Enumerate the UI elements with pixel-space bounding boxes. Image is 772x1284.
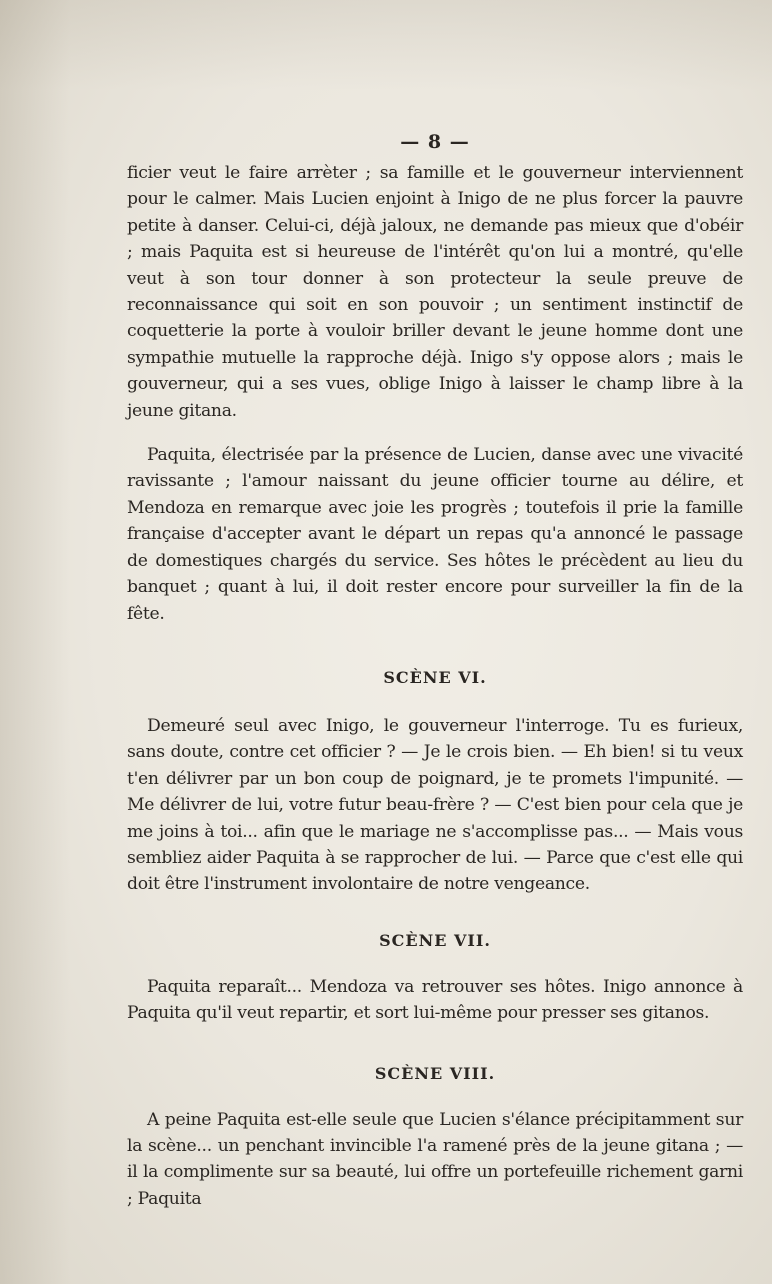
scene-8-heading: SCÈNE VIII. [374, 1063, 496, 1083]
scene-6-heading: SCÈNE VI. [383, 667, 487, 687]
scene-7-text: Paquita reparaît... Mendoza va retrouver ses hôtes. Inigo annonce à Paquita qu'il veut repartir, et sort lui-même pour presser ses gitanos. [127, 976, 743, 1024]
scene-8-text: A peine Paquita est-elle seule que Lucien s'élance précipitamment sur la scène... un penchant invincible l'a ramené près de la jeune gitana ; — il la complimente sur sa beauté, lui offre un portefeuille richement garni ; Paquita [127, 1109, 743, 1209]
page-number: — 8 — [400, 131, 470, 153]
page-shadow-top [0, 0, 772, 90]
page-text-block [127, 128, 743, 1212]
scene-7-heading: SCÈNE VII. [379, 930, 491, 950]
scene-6-text: Demeuré seul avec Inigo, le gouverneur l'interroge. Tu es furieux, sans doute, contre cet officier ? — Je le crois bien. — Eh bien! si tu veux t'en délivrer par un bon coup de poignard, je te promets l'impunité. — Me délivrer de lui, votre futur beau-frère ? — C'est bien pour cela que je me joins à toi... afin que le mariage ne s'accomplisse pas... — Mais vous sembliez aider Paquita à se rapprocher de lui. — Parce que c'est elle qui doit être l'instrument involontaire de notre vengeance. [127, 715, 743, 895]
page-shadow-left [0, 0, 70, 1284]
paragraph-continued: ficier veut le faire arrèter ; sa famille et le gouverneur interviennent pour le calmer. Mais Lucien enjoint à Inigo de ne plus forcer la pauvre petite à danser. Celui-ci, déjà jaloux, ne demande pas mieux que d'obéir ; mais Paquita est si heureuse de l'intérêt qu'on lui a montré, qu'elle veut à son tour donner à son protecteur la seule preuve de reconnaissance qui soit en son pouvoir ; un sentiment instinctif de coquetterie la porte à vouloir briller devant le jeune homme dont une sympathie mutuelle la rapproche déjà. Inigo s'y oppose alors ; mais le gouverneur, qui a ses vues, oblige Inigo à laisser le champ libre à la jeune gitana. [127, 163, 743, 421]
paragraph-paquita-dance: Paquita, électrisée par la présence de Lucien, danse avec une vivacité ravissante ; l'amour naissant du jeune officier tourne au délire, et Mendoza en remarque avec joie les progrès ; toutefois il prie la famille française d'accepter avant le départ un repas qu'a annoncé le passage de domestiques chargés du service. Ses hôtes le précèdent au lieu du banquet ; quant à lui, il doit rester encore pour surveiller la fin de la fête. [127, 445, 743, 624]
